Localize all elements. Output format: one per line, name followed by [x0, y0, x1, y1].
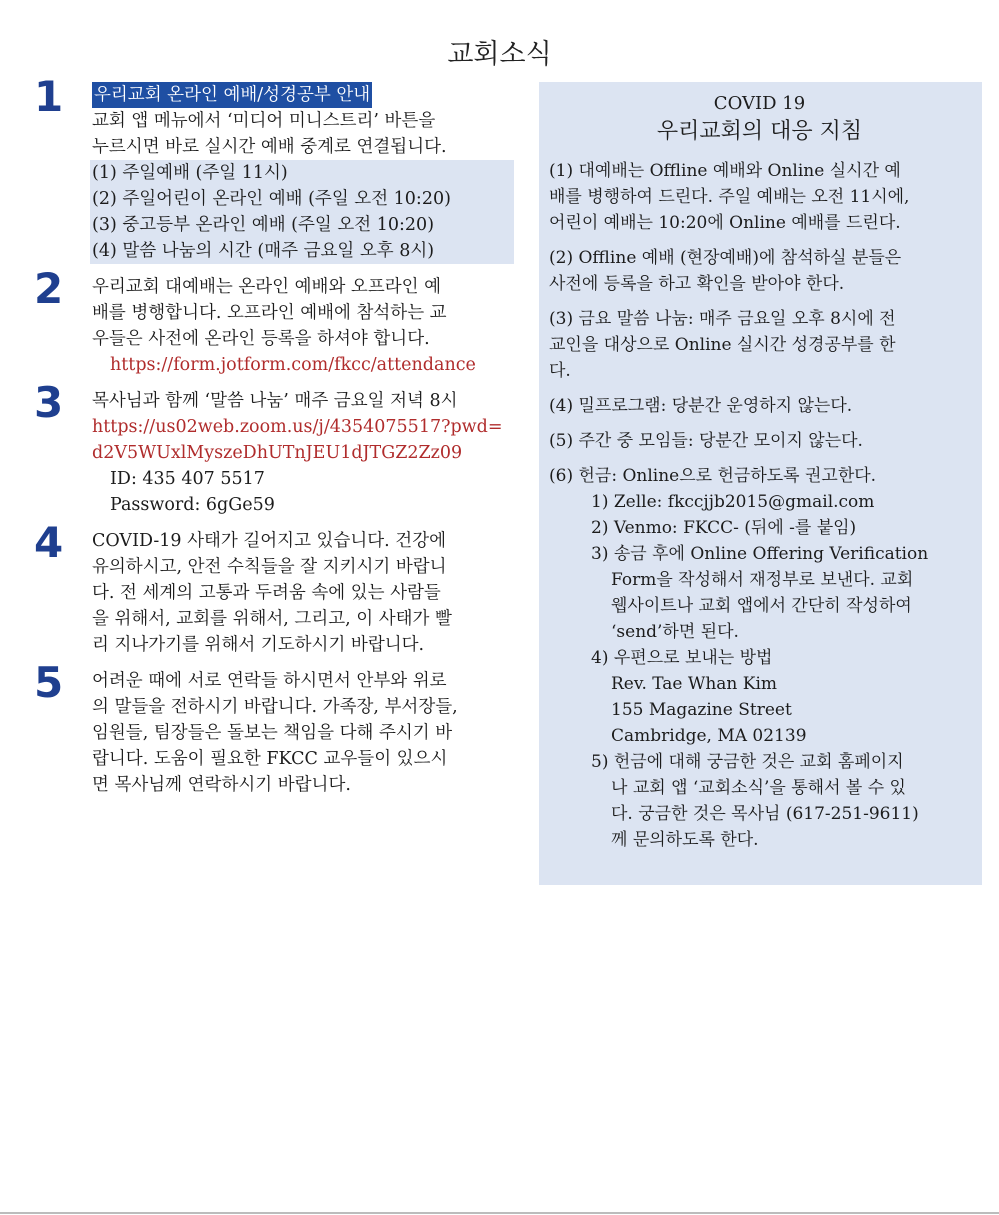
- news-item-5: [34, 658, 514, 798]
- item-4-line: 을 위해서, 교회를 위해서, 그리고, 이 사태가 빨: [92, 609, 452, 629]
- item-number-3: 3: [34, 378, 64, 427]
- guideline-1: [549, 158, 970, 236]
- zoom-link[interactable]: d2V5WUxlMyszeDhUTnJEU1dJTGZ2Zz09: [92, 443, 463, 463]
- item-3-line: 목사님과 함께 ‘말씀 나눔’ 매주 금요일 저녁 8시: [92, 391, 458, 411]
- offering-mail: 4) 우편으로 보내는 방법: [591, 648, 773, 668]
- item-number-4: 4: [34, 518, 64, 567]
- item-2-line: 우들은 사전에 온라인 등록을 하셔야 합니다.: [92, 329, 430, 349]
- guideline-line: 사전에 등록을 하고 확인을 받아야 한다.: [549, 274, 845, 294]
- guideline-5: (5) 주간 중 모임들: 당분간 모이지 않는다.: [549, 431, 863, 451]
- guideline-line: 어린이 예배는 10:20에 Online 예배를 드린다.: [549, 213, 901, 233]
- item-number-2: 2: [34, 264, 64, 313]
- offering-online-form-line: Form을 작성해서 재정부로 보낸다. 교회: [611, 570, 914, 590]
- attendance-form-link[interactable]: https://form.jotform.com/fkcc/attendance: [110, 355, 476, 375]
- service-schedule-line: (3) 중고등부 온라인 예배 (주일 오전 10:20): [90, 212, 514, 238]
- guideline-3: [549, 306, 970, 384]
- offering-questions-line: 께 문의하도록 한다.: [611, 830, 759, 850]
- box-subtitle: 우리교회의 대응 지침: [656, 119, 863, 144]
- item-4-line: 리 지나가기를 위해서 기도하시기 바랍니다.: [92, 635, 425, 655]
- offering-online-form-line: 웹사이트나 교회 앱에서 간단히 작성하여: [611, 596, 912, 616]
- box-title: COVID 19: [713, 93, 806, 114]
- item-1-heading: 우리교회 온라인 예배/성경공부 안내: [92, 82, 372, 108]
- guideline-line: 다.: [549, 361, 571, 381]
- offering-venmo: 2) Venmo: FKCC- (뒤에 -를 붙임): [591, 518, 857, 538]
- zoom-id: ID: 435 407 5517: [110, 469, 265, 489]
- guideline-line: 배를 병행하여 드린다. 주일 예배는 오전 11시에,: [549, 187, 910, 207]
- mail-address-line: Rev. Tae Whan Kim: [611, 674, 778, 694]
- mail-address-line: Cambridge, MA 02139: [611, 726, 807, 746]
- item-5-line: 어려운 때에 서로 연락들 하시면서 안부와 위로: [92, 671, 447, 691]
- covid-guidelines-box: [539, 82, 982, 885]
- page-title: 교회소식: [447, 39, 552, 70]
- item-1-line: 누르시면 바로 실시간 예배 중계로 연결됩니다.: [92, 137, 447, 157]
- news-item-4: [34, 518, 514, 658]
- service-schedule-line: (4) 말씀 나눔의 시간 (매주 금요일 오후 8시): [90, 238, 514, 264]
- item-4-line: 다. 전 세계의 고통과 두려움 속에 있는 사람들: [92, 583, 441, 603]
- bottom-divider: [0, 1212, 999, 1214]
- news-item-3: [34, 378, 514, 518]
- item-1-line: 교회 앱 메뉴에서 ‘미디어 미니스트리’ 바튼을: [92, 111, 436, 131]
- news-item-1: [34, 72, 514, 264]
- item-number-5: 5: [34, 658, 64, 707]
- offering-zelle: 1) Zelle: fkccjjb2015@gmail.com: [591, 492, 875, 512]
- item-5-line: 면 목사님께 연락하시기 바랍니다.: [92, 775, 351, 795]
- offering-questions-line: 나 교회 앱 ‘교회소식’을 통해서 볼 수 있: [611, 778, 906, 798]
- guideline-line: (1) 대예배는 Offline 예배와 Online 실시간 예: [549, 161, 901, 181]
- service-schedule-line: (1) 주일예배 (주일 11시): [90, 160, 514, 186]
- item-5-line: 의 말들을 전하시기 바랍니다. 가족장, 부서장들,: [92, 697, 458, 717]
- service-schedule-line: (2) 주일어린이 온라인 예배 (주일 오전 10:20): [90, 186, 514, 212]
- item-4-line: COVID-19 사태가 길어지고 있습니다. 건강에: [92, 531, 446, 551]
- item-5-line: 임원들, 팀장들은 돌보는 책임을 다해 주시기 바: [92, 723, 453, 743]
- news-column: [34, 72, 514, 798]
- zoom-link[interactable]: https://us02web.zoom.us/j/4354075517?pwd=: [92, 417, 503, 437]
- offering-questions-line: 다. 궁금한 것은 목사님 (617-251-9611): [611, 804, 919, 824]
- item-5-line: 랍니다. 도움이 필요한 FKCC 교우들이 있으시: [92, 749, 448, 769]
- offering-questions: 5) 헌금에 대해 궁금한 것은 교회 홈페이지: [591, 752, 904, 772]
- offering-online-form-line: ‘send’하면 된다.: [611, 622, 739, 642]
- offering-online-form: 3) 송금 후에 Online Offering Verification: [591, 544, 929, 564]
- guideline-line: (3) 금요 말씀 나눔: 매주 금요일 오후 8시에 전: [549, 309, 896, 329]
- news-item-2: [34, 264, 514, 378]
- guideline-line: (2) Offline 예배 (현장예배)에 참석하실 분들은: [549, 248, 902, 268]
- item-number-1: 1: [34, 72, 64, 121]
- item-4-line: 유의하시고, 안전 수칙들을 잘 지키시기 바랍니: [92, 557, 447, 577]
- guideline-6: (6) 헌금: Online으로 헌금하도록 권고한다.: [549, 466, 877, 486]
- guideline-4: (4) 밀프로그램: 당분간 운영하지 않는다.: [549, 396, 853, 416]
- mail-address-line: 155 Magazine Street: [611, 700, 792, 720]
- guideline-line: 교인을 대상으로 Online 실시간 성경공부를 한: [549, 335, 896, 355]
- item-2-line: 우리교회 대예배는 온라인 예배와 오프라인 예: [92, 277, 442, 297]
- item-2-line: 배를 병행합니다. 오프라인 예배에 참석하는 교: [92, 303, 447, 323]
- zoom-password: Password: 6gGe59: [110, 495, 275, 515]
- guideline-2: [549, 245, 970, 297]
